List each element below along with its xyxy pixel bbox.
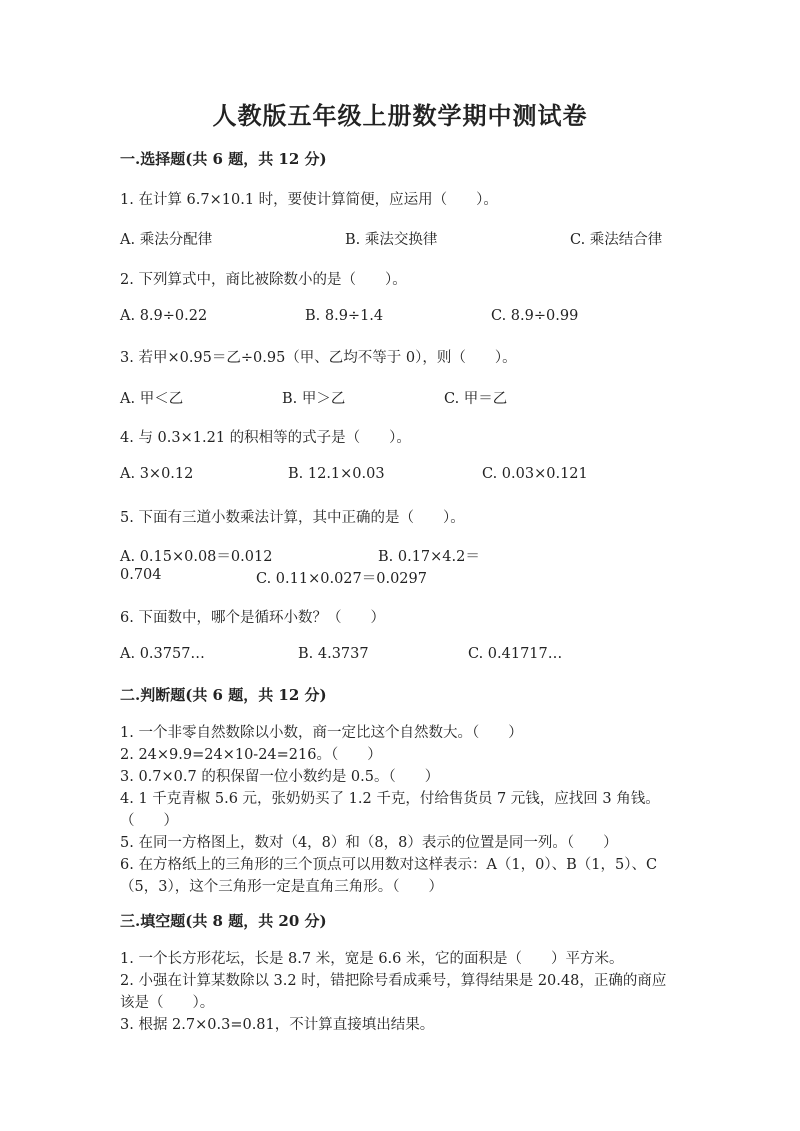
section-heading-judgement: 二.判断题(共 6 题，共 12 分) [120, 686, 327, 704]
option-b-continued: 0.704 [120, 567, 162, 583]
option-b: B. 8.9÷1.4 [305, 308, 384, 324]
option-b: B. 12.1×0.03 [288, 466, 385, 482]
option-c: C. 甲＝乙 [444, 391, 508, 407]
question-3: 3. 若甲×0.95＝乙÷0.95（甲、乙均不等于 0），则（ ）。 [120, 350, 517, 366]
option-c: C. 8.9÷0.99 [491, 308, 579, 324]
fill-in-item: 3. 根据 2.7×0.3=0.81，不计算直接填出结果。 [120, 1017, 435, 1033]
judgement-item: 5. 在同一方格图上，数对（4，8）和（8，8）表示的位置是同一列。（ ） [120, 835, 618, 851]
fill-in-item: 2. 小强在计算某数除以 3.2 时，错把除号看成乘号，算得结果是 20.48，正确的商应该是（ ）。 [120, 973, 667, 1011]
question-1: 1. 在计算 6.7×10.1 时，要使计算简便，应运用（ ）。 [120, 192, 498, 208]
option-a: A. 甲＜乙 [120, 391, 184, 407]
section-heading-choice: 一.选择题(共 6 题，共 12 分) [120, 150, 327, 168]
judgement-item: 3. 0.7×0.7 的积保留一位小数约是 0.5。（ ） [120, 769, 440, 785]
question-5: 5. 下面有三道小数乘法计算，其中正确的是（ ）。 [120, 510, 465, 526]
option-a: A. 0.3757… [120, 646, 205, 662]
option-b: B. 0.17×4.2＝ [378, 549, 480, 565]
option-a: A. 0.15×0.08＝0.012 [120, 549, 273, 565]
judgement-item: 6. 在方格纸上的三角形的三个顶点可以用数对这样表示：A（1，0）、B（1，5）、C（5，3），这个三角形一定是直角三角形。（ ） [120, 857, 658, 895]
judgement-item: 1. 一个非零自然数除以小数，商一定比这个自然数大。（ ） [120, 725, 523, 741]
option-c: C. 0.41717… [468, 646, 563, 662]
page-title: 人教版五年级上册数学期中测试卷 [212, 101, 588, 130]
option-b: B. 乘法交换律 [345, 232, 438, 248]
option-c: C. 0.11×0.027＝0.0297 [256, 571, 427, 587]
option-a: A. 乘法分配律 [120, 232, 213, 248]
option-a: A. 8.9÷0.22 [120, 308, 208, 324]
option-b: B. 甲＞乙 [282, 391, 346, 407]
option-a: A. 3×0.12 [120, 466, 194, 482]
option-c: C. 0.03×0.121 [482, 466, 588, 482]
question-4: 4. 与 0.3×1.21 的积相等的式子是（ ）。 [120, 430, 411, 446]
judgement-item: 2. 24×9.9=24×10-24=216。（ ） [120, 747, 382, 763]
option-c: C. 乘法结合律 [570, 232, 663, 248]
question-2: 2. 下列算式中，商比被除数小的是（ ）。 [120, 272, 407, 288]
question-6: 6. 下面数中，哪个是循环小数？（ ） [120, 610, 385, 626]
option-b: B. 4.3737 [298, 646, 369, 662]
section-heading-fill-in: 三.填空题(共 8 题，共 20 分) [120, 912, 327, 930]
fill-in-item: 1. 一个长方形花坛，长是 8.7 米，宽是 6.6 米，它的面积是（ ）平方米。 [120, 951, 624, 967]
judgement-item: 4. 1 千克青椒 5.6 元，张奶奶买了 1.2 千克，付给售货员 7 元钱，应找回 3 角钱。（ ） [120, 791, 660, 829]
